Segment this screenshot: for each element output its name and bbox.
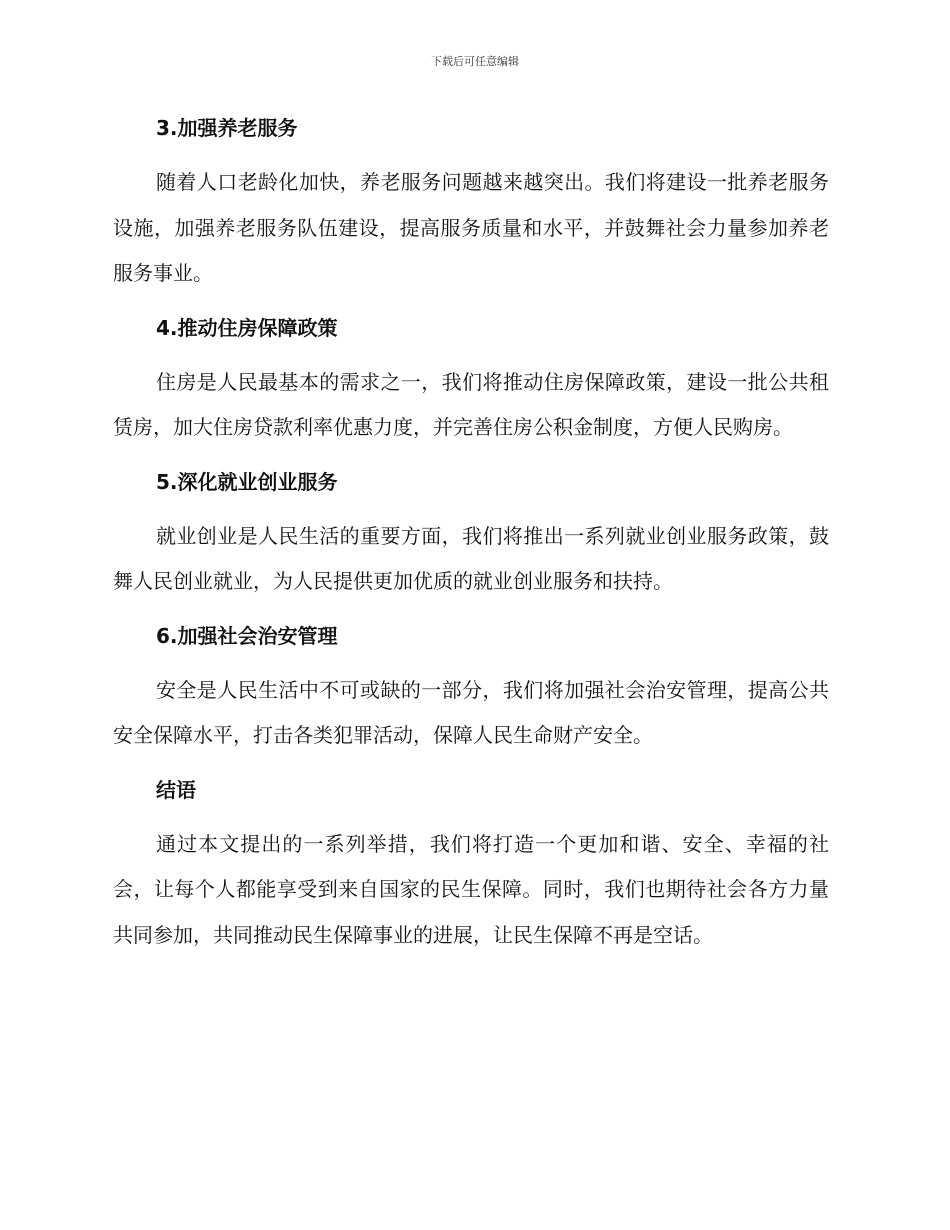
section-paragraph: 安全是人民生活中不可或缺的一部分，我们将加强社会治安管理，提高公共安全保障水平，打击各类犯罪活动，保障人民生命财产安全。 <box>113 677 829 747</box>
section-heading: 6.加强社会治安管理 <box>156 623 338 648</box>
section-heading: 3.加强养老服务 <box>156 116 298 140</box>
section-public-security <box>113 614 829 768</box>
section-paragraph: 通过本文提出的一系列举措，我们将打造一个更加和谐、安全、幸福的社会，让每个人都能享受到来自国家的民生保障。同时，我们也期待社会各方力量共同参加，共同推动民生保障事业的进展，让民生保障不再是空话。 <box>113 831 829 947</box>
section-paragraph: 住房是人民最基本的需求之一，我们将推动住房保障政策，建设一批公共租赁房，加大住房贷款利率优惠力度，并完善住房公积金制度，方便人民购房。 <box>113 369 829 439</box>
section-heading: 结语 <box>156 777 196 802</box>
section-conclusion <box>113 768 829 959</box>
section-paragraph: 就业创业是人民生活的重要方面，我们将推出一系列就业创业服务政策，鼓舞人民创业就业，为人民提供更加优质的就业创业服务和扶持。 <box>113 523 829 593</box>
section-paragraph: 随着人口老龄化加快，养老服务问题越来越突出。我们将建设一批养老服务设施，加强养老服务队伍建设，提高服务质量和水平，并鼓舞社会力量参加养老服务事业。 <box>113 170 829 285</box>
section-employment <box>113 460 829 614</box>
page-header-note: 下载后可任意编辑 <box>431 55 519 68</box>
section-housing <box>113 306 829 460</box>
section-heading: 5.深化就业创业服务 <box>156 469 338 494</box>
section-elderly-care <box>113 106 829 306</box>
document-body <box>113 106 829 958</box>
section-heading: 4.推动住房保障政策 <box>156 315 338 340</box>
